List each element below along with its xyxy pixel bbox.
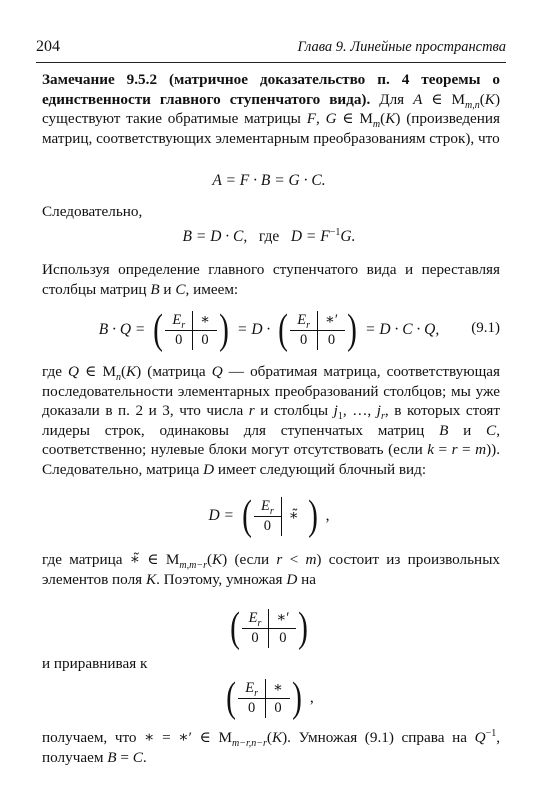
block-matrix-4: ( $E_r$ ∗ 0 0 ) [226, 675, 302, 721]
paragraph-where-q: где Q ∈ $M_n(K)$ (матрица Q — обратимая матрица, соответствующая последовательности элементарных преобразований столбцов; мы уже доказали в п. 2 и 3, что числа r и столбцы $j_1$, …, $j_r$, в которых стоят лидеры строк, одинаковы для ступенчатых матриц B и C, соответственно; нулевые блоки могут отсутствовать (если k = r = m)). Следовательно, матрица D имеет следующий блочный вид: [42, 363, 501, 478]
equation-9-1: B · Q = ( $E_r$ ∗ 0 0 ) = D · ( $E_r$ ∗′ 0 0 ) = D · C · Q, [98, 307, 440, 353]
block-matrix-2: ( $E_r$ ∗′ 0 0 ) [278, 307, 357, 353]
chapter-title: Глава 9. Линейные пространства [297, 39, 506, 55]
remark-title: Замечание 9.5.2 (матричное доказательство п. 4 теоремы о единственности главного ступенчатого вида). [42, 71, 500, 108]
running-header [36, 38, 506, 60]
text-equating: и приравнивая к [42, 655, 148, 672]
paragraph-using-definition: Используя определение главного ступенчатого вида и переставляя столбцы матриц B и C, имеем: [42, 261, 500, 298]
equation-multiplier [0, 606, 538, 650]
block-matrix-1: ( $E_r$ ∗ 0 0 ) [153, 307, 229, 353]
block-matrix-d: ( $E_r$ ∗̃ 0 ) [242, 493, 318, 539]
header-rule [36, 62, 506, 63]
text-consequently: Следовательно, [42, 203, 143, 220]
equation-afbgc: A = F · B = G · C. [212, 172, 326, 189]
remark-text: Для A ∈ $M_{m,n}(K)$ существуют такие обратимые матрицы F, G ∈ $M_m(K)$ (произведения матриц, соответствующих элементарным преобразованиям строк), что [42, 90, 501, 147]
paragraph-where-matrix: где матрица ∗̃ ∈ $M_{m,m-r}(K)$ (если r < m) состоит из произвольных элементов поля K. Поэтому, умножая D на [42, 551, 500, 588]
equation-target: ( $E_r$ ∗ 0 0 ) , [0, 676, 538, 720]
remark-paragraph [42, 70, 500, 148]
equation-bdc: B = D · C, где $D = F^{-1}G$. [182, 226, 356, 245]
block-matrix-3: ( $E_r$ ∗′ 0 0 ) [229, 605, 309, 651]
paragraph-conclusion: получаем, что ∗ = ∗′ ∈ $M_{m-r,n-r}(K)$. Умножая (9.1) справа на $Q^{-1}$, получаем B = C. [42, 727, 501, 766]
equation-d-block: D = ( $E_r$ ∗̃ 0 ) , [208, 493, 330, 539]
page-number: 204 [36, 38, 60, 55]
equation-number: (9.1) [471, 320, 500, 336]
